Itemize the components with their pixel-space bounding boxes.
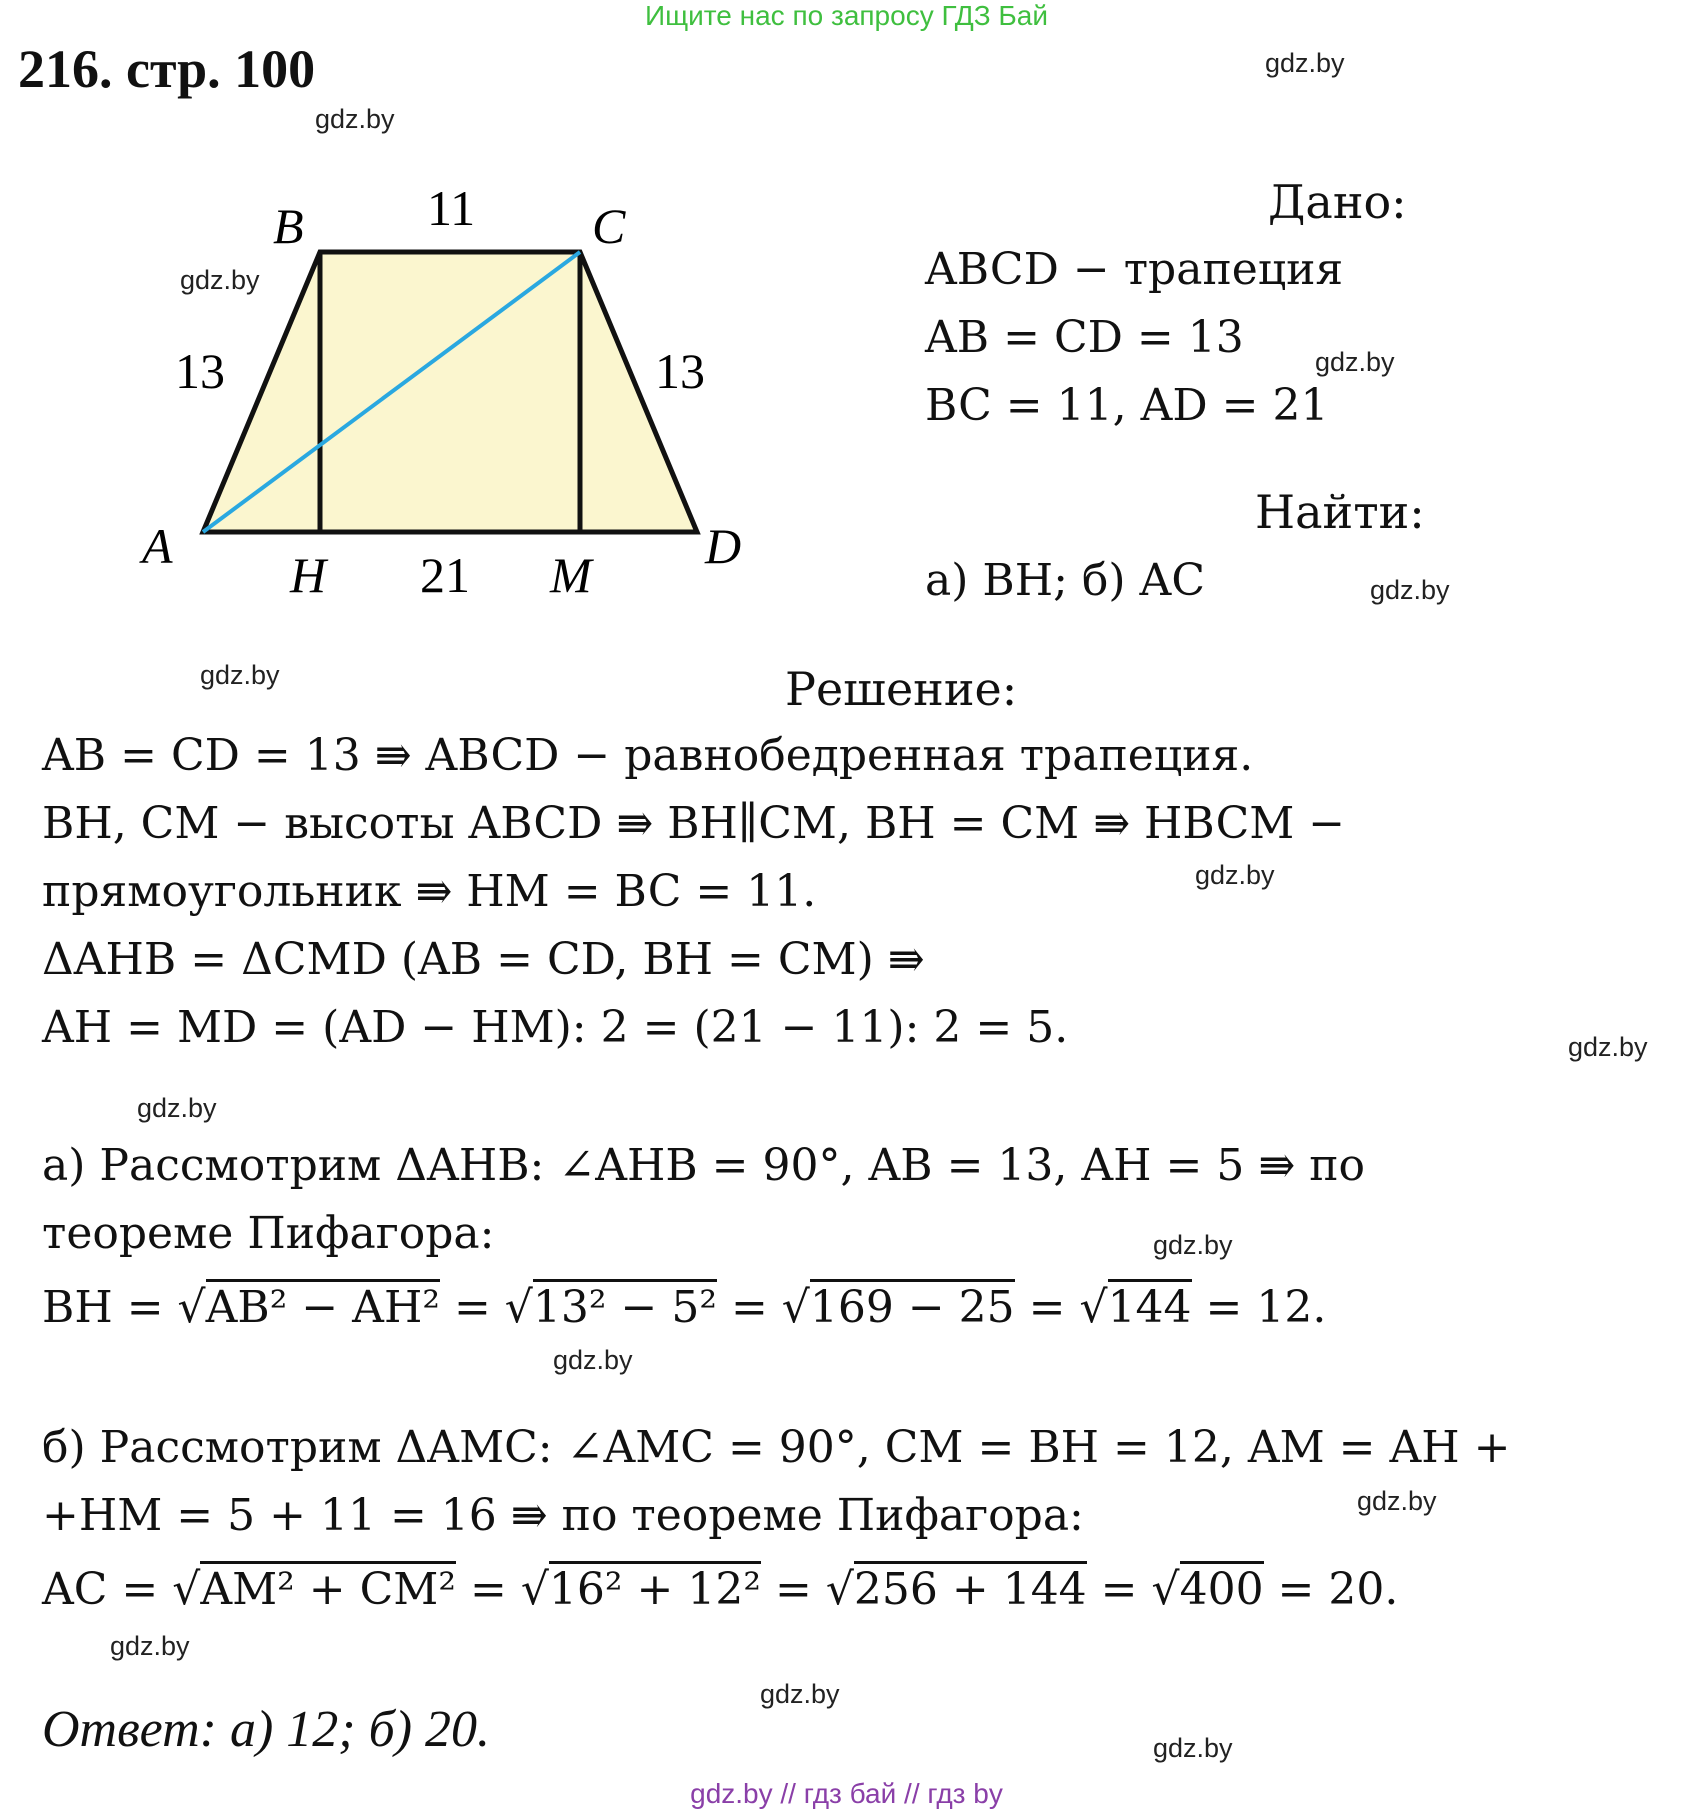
formula-part: = √ (716, 1282, 810, 1333)
radicand: 400 (1180, 1561, 1264, 1615)
formula-part: = 20. (1263, 1564, 1399, 1615)
watermark: gdz.by (315, 104, 395, 134)
part-a-formula (42, 1282, 1326, 1333)
formula-part: BH = √ (42, 1282, 206, 1333)
part-a-line-2: теореме Пифагора: (42, 1208, 495, 1259)
solution-line-2: BH, CM − высоты ABCD ⇛ BH∥CM, BH = CM ⇛ HBCM − (42, 798, 1346, 849)
watermark: gdz.by (1370, 575, 1450, 605)
watermark: gdz.by (1568, 1032, 1648, 1062)
solution-line-4: ΔAHB = ΔCMD (AB = CD, BH = CM) ⇛ (42, 934, 925, 985)
vertex-b: B (273, 198, 304, 254)
formula-part: = √ (439, 1282, 533, 1333)
label-ad: 21 (420, 547, 470, 603)
radicand: 16² + 12² (549, 1561, 761, 1615)
watermark: gdz.by (200, 660, 280, 690)
solution-line-5: AH = MD = (AD − HM): 2 = (21 − 11): 2 = 5. (42, 1002, 1069, 1053)
part-a-line-1: а) Рассмотрим ΔAHB: ∠AHB = 90°, AB = 13, AH = 5 ⇛ по (42, 1140, 1366, 1191)
solution-line-3: прямоугольник ⇛ HM = BC = 11. (42, 866, 817, 917)
watermark: gdz.by (180, 265, 260, 295)
part-b-formula (42, 1564, 1398, 1615)
given-line-2: AB = CD = 13 (925, 312, 1244, 363)
answer: Ответ: а) 12; б) 20. (42, 1701, 491, 1758)
watermark: gdz.by (1357, 1486, 1437, 1516)
trapezoid-fill (203, 252, 697, 532)
radicand: 256 + 144 (854, 1561, 1087, 1615)
watermark: gdz.by (1153, 1230, 1233, 1260)
given-title: Дано: (1268, 175, 1407, 229)
watermark: gdz.by (1153, 1733, 1233, 1763)
solution-title: Решение: (785, 662, 1018, 716)
formula-part: = √ (1014, 1282, 1108, 1333)
trapezoid-figure (130, 180, 770, 610)
formula-part: = √ (760, 1564, 854, 1615)
radicand: 13² − 5² (533, 1279, 717, 1333)
top-banner: Ищите нас по запросу ГДЗ Бай (644, 0, 1049, 31)
vertex-c: C (592, 198, 626, 254)
label-bc: 11 (427, 180, 476, 236)
vertex-d: D (705, 518, 742, 574)
label-ab: 13 (175, 343, 225, 399)
footer-links[interactable]: gdz.by // гдз бай // гдз by (690, 1778, 1003, 1809)
label-cd: 13 (655, 343, 705, 399)
watermark: gdz.by (760, 1679, 840, 1709)
radicand: 169 − 25 (810, 1279, 1015, 1333)
vertex-m: M (550, 547, 592, 603)
formula-part: = √ (456, 1564, 549, 1615)
given-line-1: ABCD − трапеция (925, 244, 1344, 295)
solution-line-1: AB = CD = 13 ⇛ ABCD − равнобедренная трапеция. (42, 730, 1254, 781)
vertex-h: H (290, 547, 327, 603)
part-b-line-2: +HM = 5 + 11 = 16 ⇛ по теореме Пифагора: (42, 1490, 1084, 1541)
radicand: AM² + CM² (200, 1561, 456, 1615)
watermark: gdz.by (1265, 48, 1345, 78)
part-b-line-1: б) Рассмотрим ΔAMC: ∠AMC = 90°, CM = BH = 12, AM = AH + (42, 1422, 1511, 1473)
formula-part: = √ (1086, 1564, 1180, 1615)
watermark: gdz.by (1195, 860, 1275, 890)
given-line-3: BC = 11, AD = 21 (925, 380, 1329, 431)
formula-part: AC = √ (42, 1564, 201, 1615)
vertex-a: A (142, 518, 173, 574)
radicand: AB² − AH² (206, 1279, 440, 1333)
formula-part: = 12. (1191, 1282, 1327, 1333)
watermark: gdz.by (553, 1345, 633, 1375)
find-title: Найти: (1255, 485, 1425, 539)
watermark: gdz.by (110, 1631, 190, 1661)
watermark: gdz.by (1315, 347, 1395, 377)
watermark: gdz.by (137, 1093, 217, 1123)
radicand: 144 (1108, 1279, 1192, 1333)
find-line: а) BH; б) AC (925, 555, 1205, 606)
task-heading: 216. стр. 100 (18, 39, 316, 99)
